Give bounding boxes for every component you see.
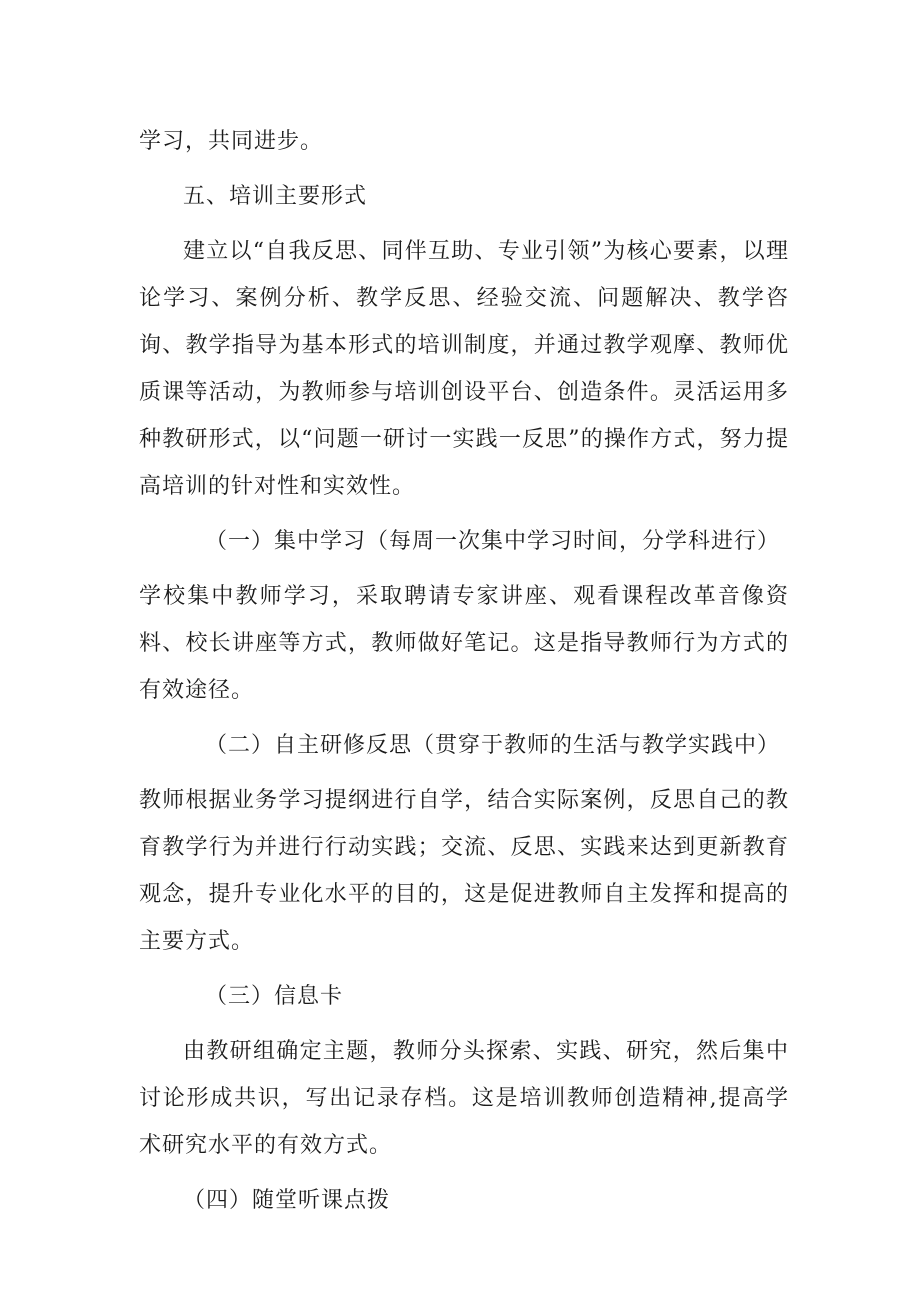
paragraph-training-system: 建立以“自我反思、同伴互助、专业引领”为核心要素，以理论学习、案例分析、教学反思、经验交流、问题解决、教学咨询、教学指导为基本形式的培训制度，并通过教学观摩、教师优质课等活动，为教师参与培训创设平台、创造条件。灵活运用多种教研形式，以“问题一研讨一实践一反思”的操作方式，努力提高培训的针对性和实效性。 — [139, 239, 789, 499]
subheading-centralized-study: （一）集中学习（每周一次集中学习时间，分学科进行） — [205, 529, 781, 554]
document-body — [139, 118, 789, 1224]
paragraph-centralized-study: 学校集中教师学习，采取聘请专家讲座、观看课程改革音像资料、校长讲座等方式，教师做好笔记。这是指导教师行为方式的有效途径。 — [139, 584, 789, 703]
subheading-info-card: （三）信息卡 — [205, 984, 344, 1009]
subheading-self-study-reflection: （二）自主研修反思（贯穿于教师的生活与教学实践中） — [205, 733, 781, 758]
paragraph-self-study-reflection: 教师根据业务学习提纲进行自学，结合实际案例，反思自己的教育教学行为并进行行动实践；交流、反思、实践来达到更新教育观念，提升专业化水平的目的，这是促进教师自主发挥和提高的主要方式。 — [139, 788, 789, 954]
subheading-class-observation: （四）随堂听课点拨 — [183, 1188, 391, 1213]
paragraph-info-card: 由教研组确定主题，教师分头探索、实践、研究，然后集中讨论形成共识，写出记录存档。这是培训教师创造精神,提高学术研究水平的有效方式。 — [139, 1039, 789, 1158]
paragraph-continuation: 学习，共同进步。 — [139, 129, 324, 154]
section-heading-training-forms: 五、培训主要形式 — [183, 184, 368, 209]
